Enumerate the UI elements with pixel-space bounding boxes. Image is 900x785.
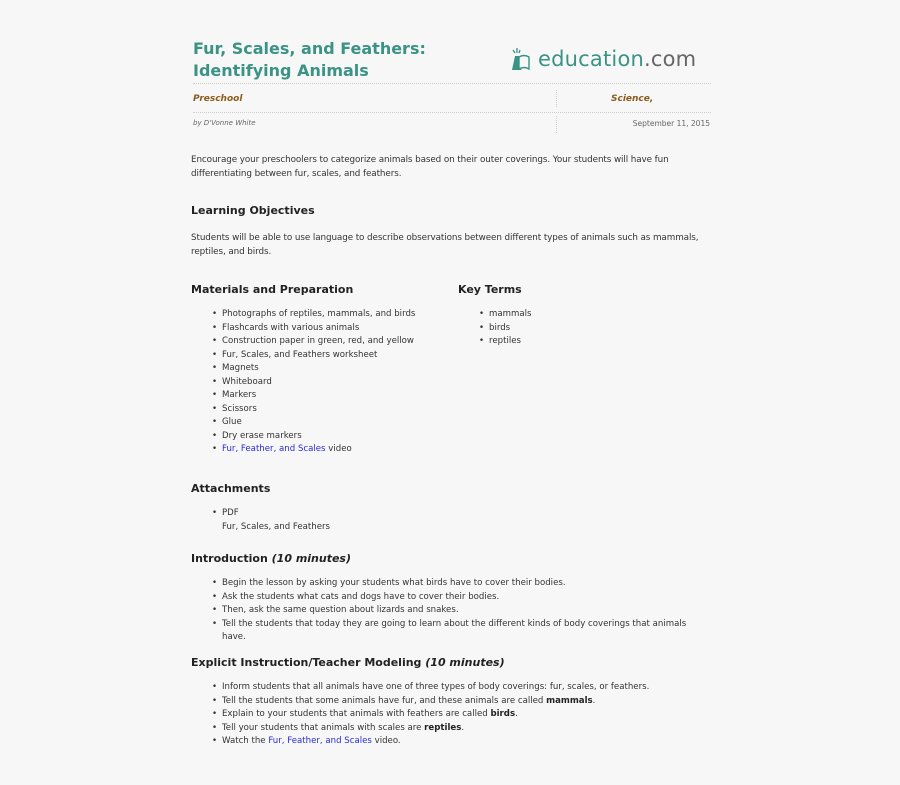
list-item: • Construction paper in green, red, and yellow bbox=[222, 335, 415, 349]
education-com-logo[interactable] bbox=[508, 44, 696, 74]
duration: (10 minutes) bbox=[425, 656, 505, 669]
learning-objectives-heading: Learning Objectives bbox=[191, 204, 315, 217]
list-item: • Whiteboard bbox=[222, 376, 415, 390]
materials-heading: Materials and Preparation bbox=[191, 283, 354, 296]
logo-brand: education bbox=[538, 47, 645, 71]
list-item: • Explain to your students that animals with feathers are called birds. bbox=[222, 708, 742, 722]
list-item: • Tell your students that animals with scales are reptiles. bbox=[222, 722, 742, 736]
list-item: • Ask the students what cats and dogs have to cover their bodies. bbox=[222, 591, 712, 605]
attachments-list bbox=[191, 507, 330, 534]
attachment-item[interactable] bbox=[222, 507, 330, 534]
logo-suffix: .com bbox=[644, 47, 697, 71]
list-item: • Tell the students that some animals have fur, and these animals are called mammals. bbox=[222, 695, 742, 709]
introduction-list bbox=[191, 577, 712, 645]
column-divider bbox=[556, 116, 557, 133]
term-mammals: mammals bbox=[546, 695, 593, 706]
subject: Science, bbox=[611, 94, 654, 104]
learning-objectives-text: Students will be able to use language to describe observations between different types of animals such as mammals, reptiles, and birds. bbox=[191, 233, 699, 257]
duration: (10 minutes) bbox=[271, 552, 352, 565]
divider bbox=[193, 83, 711, 84]
list-item: • mammals bbox=[489, 308, 532, 322]
list-item: • Magnets bbox=[222, 362, 415, 376]
list-item: • Flashcards with various animals bbox=[222, 322, 415, 336]
list-item: • Tell the students that today they are going to learn about the different kinds of body coverings that animals have. bbox=[222, 618, 712, 645]
list-item-video: • Fur, Feather, and Scales video bbox=[222, 443, 415, 457]
intro-paragraph: Encourage your preschoolers to categorize animals based on their outer coverings. Your students will have fun differentiating between fur, scales, and feathers. bbox=[191, 155, 669, 179]
term-birds: birds bbox=[490, 709, 516, 719]
video-link[interactable]: Fur, Feather, and Scales bbox=[222, 444, 326, 454]
materials-list bbox=[191, 308, 415, 457]
list-item: • Scissors bbox=[222, 403, 415, 417]
list-item: • reptiles bbox=[489, 335, 532, 349]
logo-text bbox=[538, 46, 696, 72]
attachment-name[interactable]: Fur, Scales, and Feathers bbox=[222, 521, 331, 532]
list-item: • Photographs of reptiles, mammals, and birds bbox=[222, 308, 415, 322]
column-divider bbox=[556, 90, 557, 107]
list-item: • birds bbox=[489, 322, 532, 336]
list-item: • Fur, Scales, and Feathers worksheet bbox=[222, 349, 415, 363]
list-item: • Then, ask the same question about lizards and snakes. bbox=[222, 604, 712, 618]
publish-date: September 11, 2015 bbox=[632, 119, 710, 128]
explicit-instruction-heading: Explicit Instruction/Teacher Modeling (10 minutes) bbox=[191, 656, 505, 669]
divider bbox=[193, 112, 711, 113]
attachment-type: • PDF bbox=[222, 508, 239, 518]
key-terms-list bbox=[458, 308, 532, 349]
introduction-heading: Introduction (10 minutes) bbox=[191, 552, 352, 565]
title-line-1: Fur, Scales, and Feathers: bbox=[193, 39, 426, 58]
list-item: • Markers bbox=[222, 389, 415, 403]
term-reptiles: reptiles bbox=[424, 722, 462, 733]
explicit-instruction-list bbox=[191, 681, 742, 749]
attachments-heading: Attachments bbox=[191, 482, 271, 495]
lesson-title bbox=[193, 38, 426, 82]
video-link[interactable]: Fur, Feather, and Scales bbox=[268, 736, 372, 746]
list-item: • Dry erase markers bbox=[222, 430, 415, 444]
key-terms-heading: Key Terms bbox=[458, 283, 522, 296]
title-line-2: Identifying Animals bbox=[193, 61, 369, 80]
list-item: • Inform students that all animals have one of three types of body coverings: fur, scales, or feathers. bbox=[222, 681, 742, 695]
author: by D'Vonne White bbox=[193, 119, 256, 127]
grade-level: Preschool bbox=[193, 94, 243, 104]
list-item: • Begin the lesson by asking your students what birds have to cover their bodies. bbox=[222, 577, 712, 591]
list-item: • Glue bbox=[222, 416, 415, 430]
list-item-video: • Watch the Fur, Feather, and Scales video. bbox=[222, 735, 742, 749]
book-reader-icon bbox=[508, 44, 538, 74]
